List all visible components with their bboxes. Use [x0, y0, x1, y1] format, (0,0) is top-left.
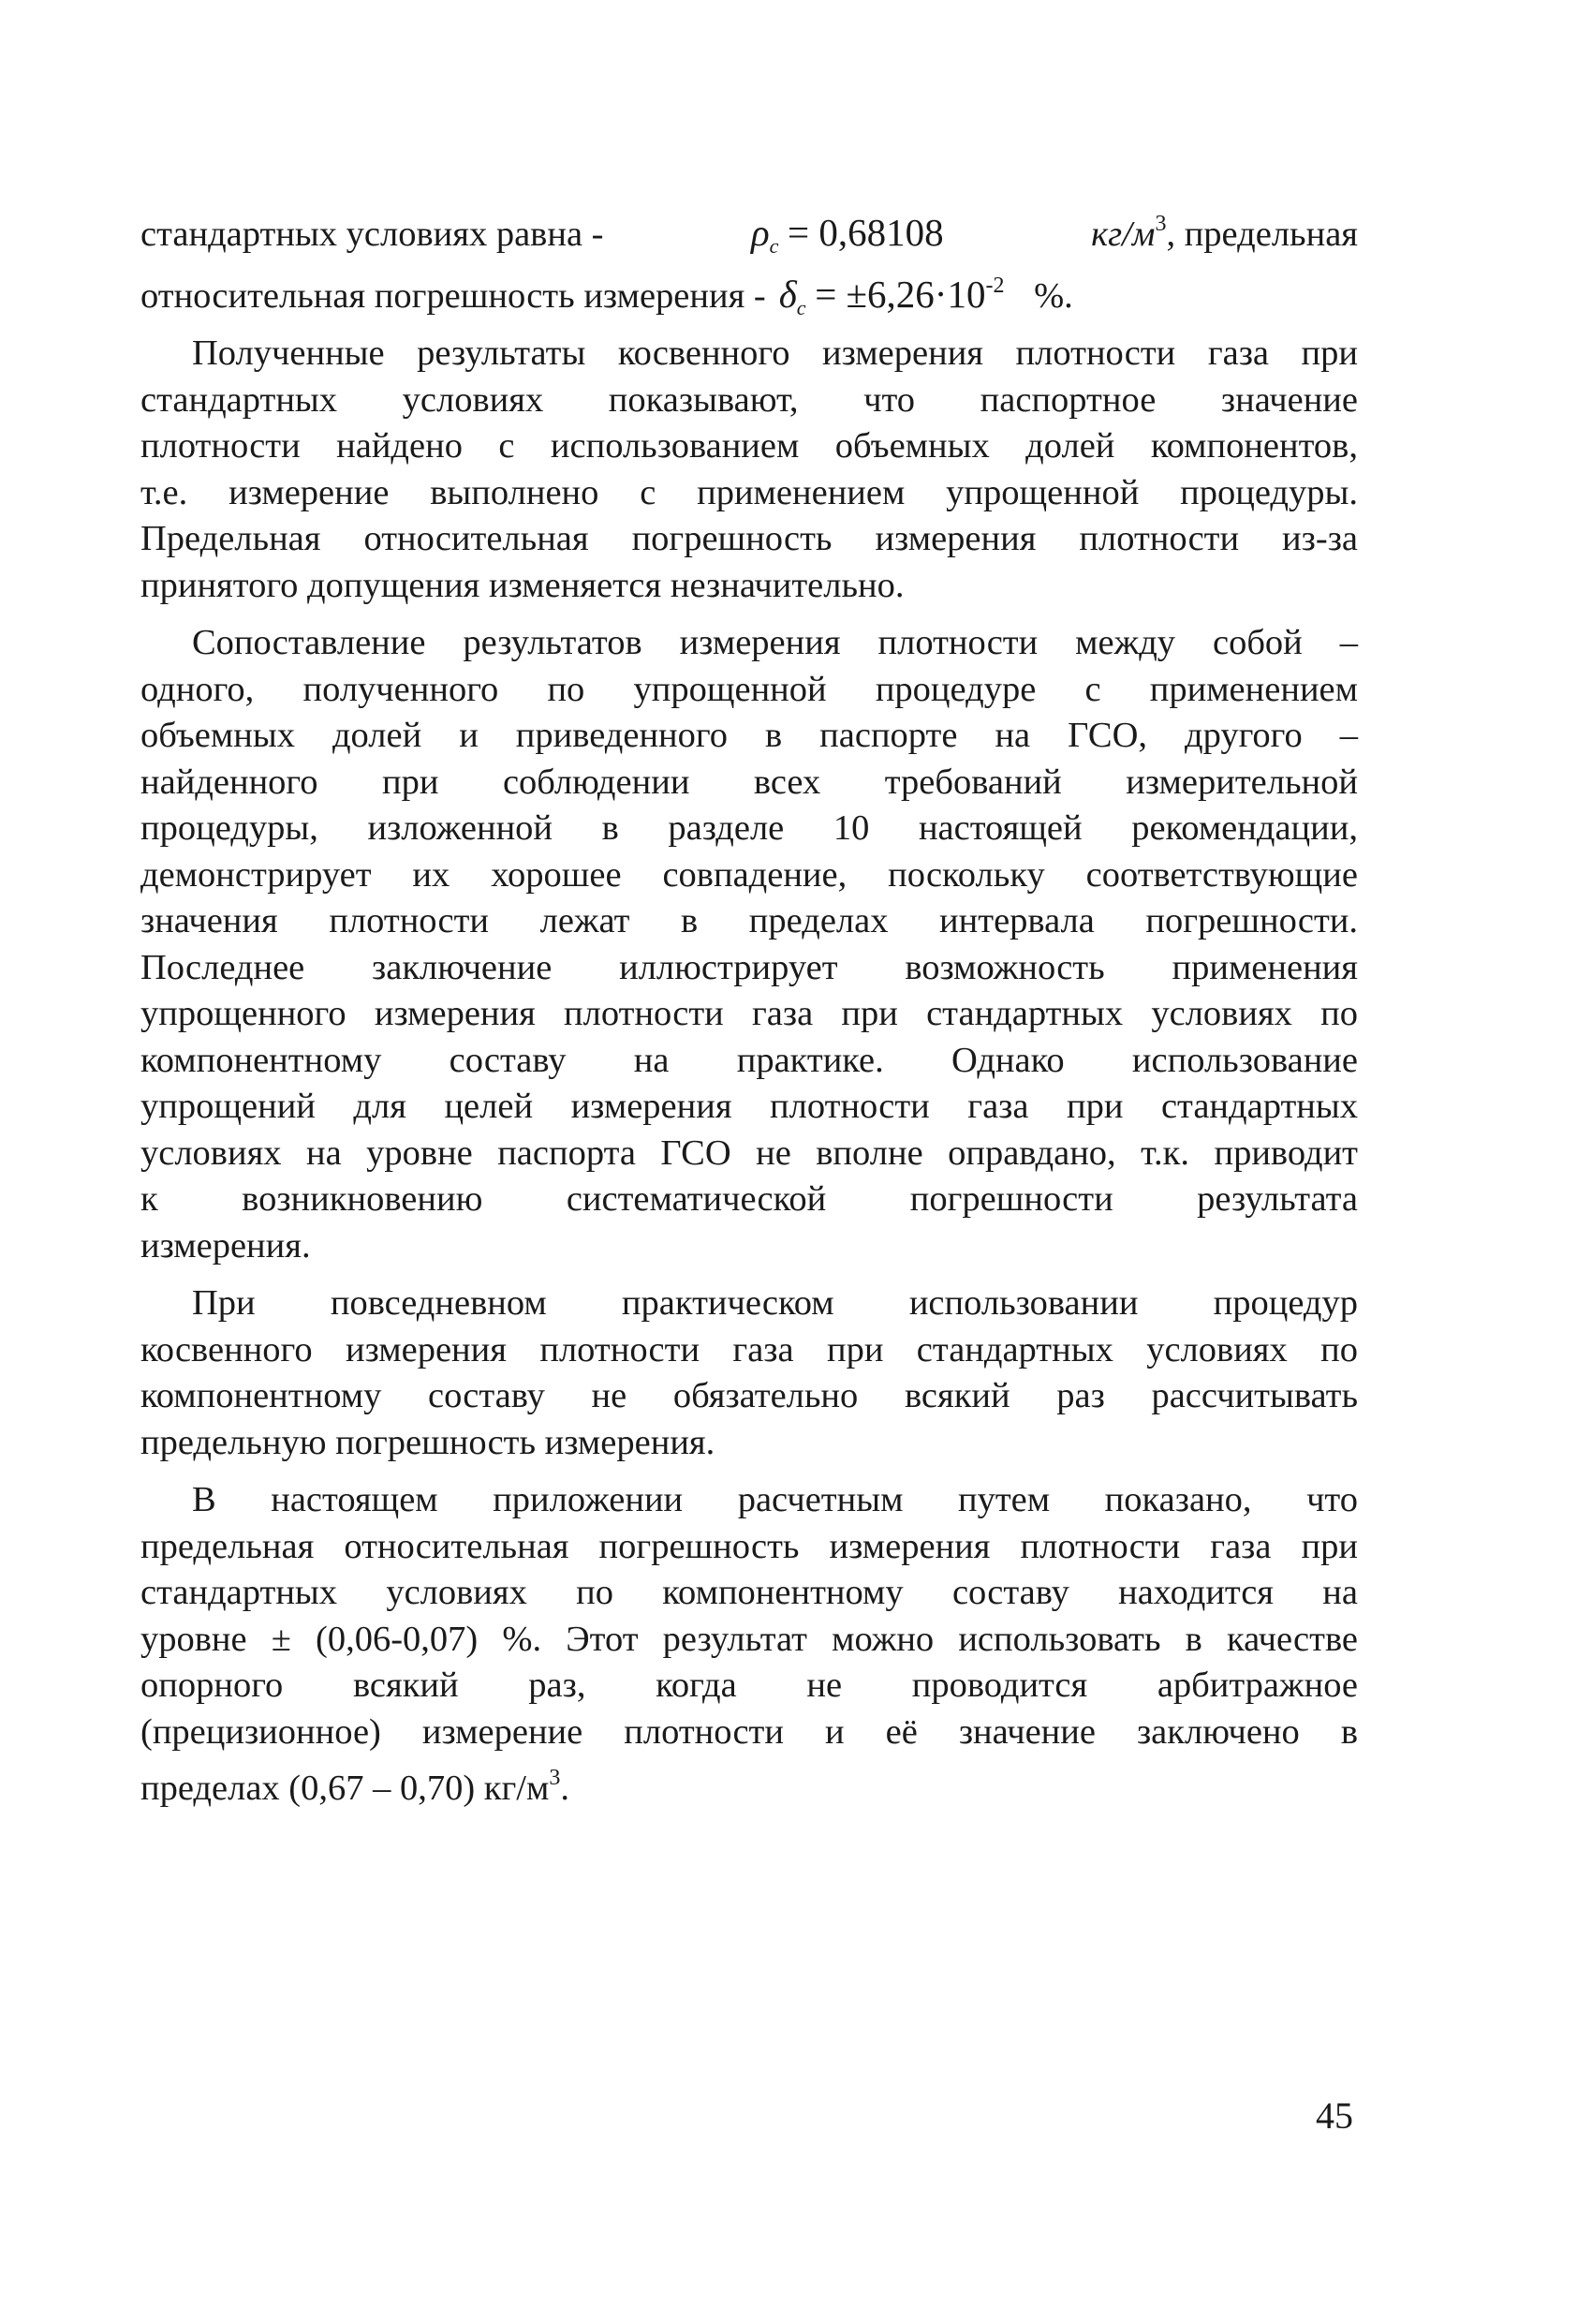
text-line: предельную погрешность измерения. [140, 1422, 715, 1462]
text-line: предельная относительная погрешность измерения плотности газа при [140, 1526, 1358, 1566]
rho-symbol: ρ [750, 211, 770, 254]
paragraph-2 [140, 620, 1358, 1269]
text-line: стандартных условиях показывают, что паспортное значение [140, 379, 1358, 420]
density-formula [751, 210, 944, 270]
text-line: измерения. [140, 1225, 311, 1266]
error-intro-text: относительная погрешность измерения - [140, 276, 766, 316]
text-line: В настоящем приложении расчетным путем показано, что [192, 1480, 1358, 1519]
delta-symbol: δ [778, 273, 797, 316]
text-line: объемных долей и приведенного в паспорте на ГСО, другого – [140, 716, 1358, 755]
text-line: упрощений для целей измерения плотности газа при стандартных [140, 1087, 1358, 1126]
text-line: упрощенного измерения плотности газа при стандартных условиях по [140, 994, 1358, 1033]
intro-text: стандартных условиях равна - [140, 215, 604, 254]
delta-value: = ±6,26·10 [815, 273, 986, 316]
text-line: косвенного измерения плотности газа при стандартных условиях по [140, 1329, 1358, 1369]
text-line: Полученные результаты косвенного измерения плотности газа при [192, 333, 1358, 373]
text-line: компонентному составу на практике. Однако использование [140, 1040, 1358, 1080]
formula-line-density [140, 201, 1358, 263]
page-number: 45 [1316, 2095, 1353, 2137]
rho-subscript: c [769, 234, 779, 258]
text-line: компонентному составу не обязательно всякий раз рассчитывать [140, 1376, 1358, 1415]
text-line: стандартных условиях по компонентному составу находится на [140, 1573, 1358, 1612]
text-line: уровне ± (0,06-0,07) %. Этот результат можно использовать в качестве [140, 1619, 1358, 1659]
paragraph-3 [140, 1280, 1358, 1466]
delta-unit: %. [1034, 276, 1073, 316]
text-line: найденного при соблюдении всех требований измерительной [140, 762, 1358, 802]
text-line: Последнее заключение иллюстрирует возможность применения [140, 947, 1358, 987]
paragraph-1 [140, 331, 1358, 609]
text-line: Предельная относительная погрешность измерения плотности из-за [140, 519, 1358, 558]
delta-subscript: c [796, 296, 806, 319]
density-unit: $кг/м^3$, предельная [1091, 212, 1358, 254]
delta-power: -2 [985, 274, 1005, 298]
text-line: принятого допущения изменяется незначительно. [140, 565, 905, 605]
text-line: т.е. измерение выполнено с применением упрощенной процедуры. [140, 472, 1358, 512]
text-line: процедуры, изложенной в разделе 10 настоящей рекомендации, [140, 808, 1358, 848]
text-line: условиях на уровне паспорта ГСО не вполне оправдано, т.к. приводит [140, 1132, 1358, 1173]
document-page [140, 201, 1358, 1808]
error-formula [779, 263, 1073, 332]
rho-value: = 0,68108 [788, 211, 944, 254]
text-line: Сопоставление результатов измерения плотности между собой – [192, 623, 1358, 662]
text-line: демонстрирует их хорошее совпадение, поскольку соответствующие [140, 854, 1358, 895]
text-line: значения плотности лежат в пределах интервала погрешности. [140, 901, 1358, 940]
paragraph-4 [140, 1477, 1358, 1808]
text-line: одного, полученного по упрощенной процедуре с применением [140, 669, 1358, 709]
text-line-final: пределах (0,67 – 0,70) $кг/м^3$. [140, 1766, 569, 1808]
cubic-power: 3 [549, 1766, 561, 1790]
text-line: плотности найдено с использованием объемных долей компонентов, [140, 426, 1358, 466]
formula-line-error [140, 263, 1358, 325]
text-line: опорного всякий раз, когда не проводится арбитражное [140, 1665, 1358, 1705]
text-line: При повседневном практическом использовании процедур [192, 1283, 1358, 1323]
text-line: к возникновению систематической погрешности результата [140, 1179, 1358, 1219]
text-line: (прецизионное) измерение плотности и её значение заключено в [140, 1711, 1358, 1752]
